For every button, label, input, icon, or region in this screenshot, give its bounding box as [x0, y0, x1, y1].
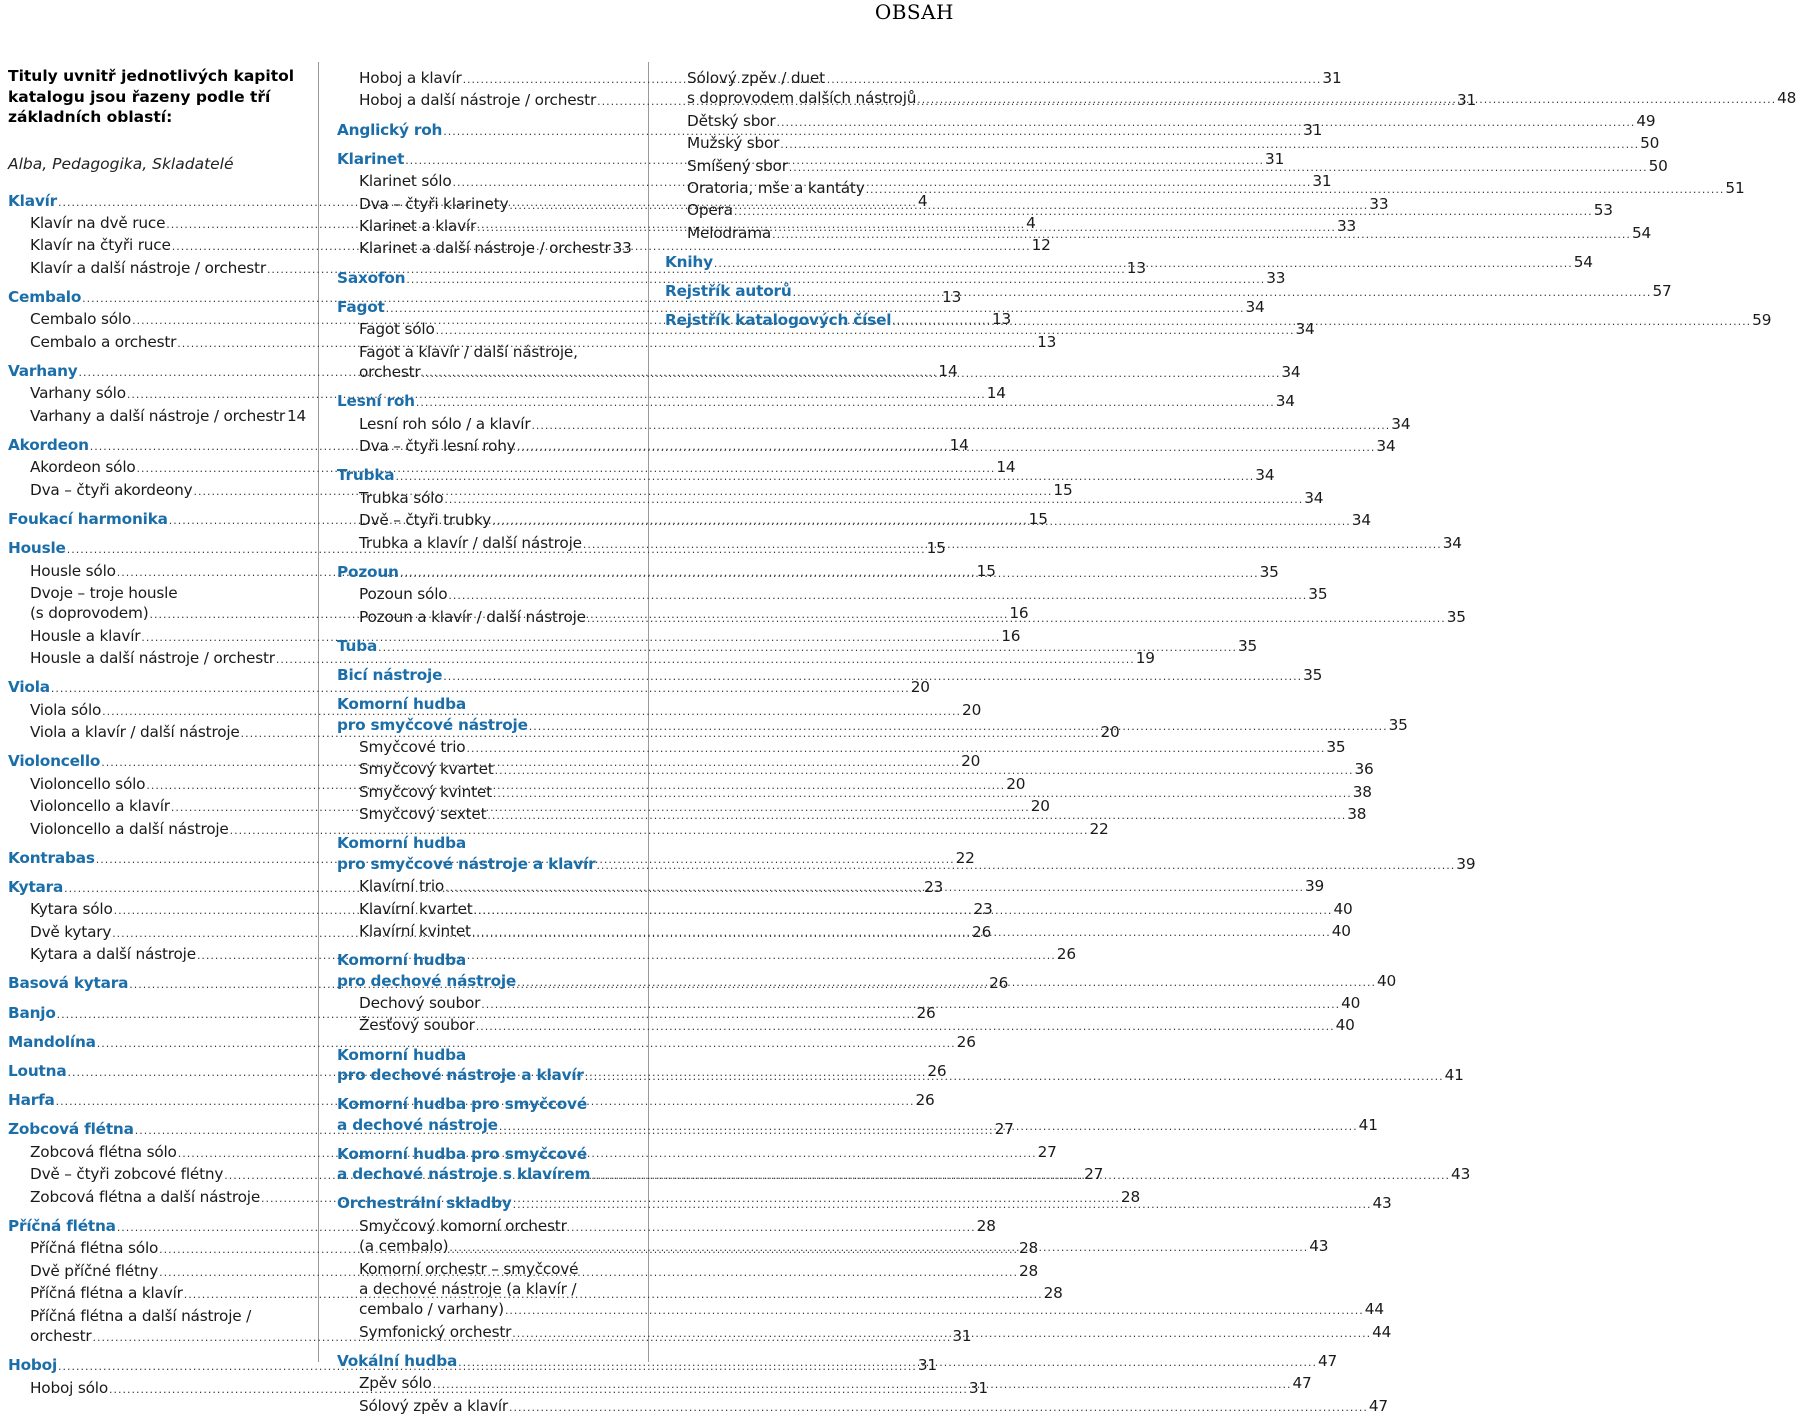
toc-subentry[interactable] — [337, 1015, 1355, 1037]
toc-entry-title: Dvě – čtyři zobcové flétny — [30, 1165, 224, 1184]
page-number: 23 — [973, 900, 993, 919]
toc-entry[interactable] — [8, 1032, 976, 1054]
toc-entry-title: Hoboj a další nástroje / orchestr — [359, 91, 597, 110]
dot-leader — [591, 1164, 1450, 1186]
toc-entry-title: Anglický roh — [337, 120, 443, 139]
toc-entry-title: Klarinet — [337, 149, 405, 168]
page-number: 31 — [968, 1378, 988, 1397]
page-number: 28 — [1018, 1261, 1039, 1280]
toc-entry-title: Sólový zpěv a klavír — [359, 1396, 509, 1415]
toc-entry-label: Komorní hudba — [337, 695, 466, 714]
toc-entry[interactable] — [337, 297, 1265, 319]
toc-subentry[interactable] — [8, 406, 307, 428]
toc-entry-title: pro smyčcové nástroje a klavír — [337, 854, 596, 873]
toc-subentry[interactable] — [337, 238, 632, 260]
page-number: 20 — [910, 678, 930, 697]
toc-entry-title: Klavír — [8, 191, 57, 210]
page-number: 26 — [927, 1062, 947, 1081]
toc-entry-title: Housle sólo — [30, 561, 116, 580]
page-number: 31 — [1265, 149, 1285, 168]
toc-subentry[interactable] — [665, 133, 1660, 155]
toc-entry-title: Dva – čtyři akordeony — [30, 480, 193, 499]
page-number: 13 — [1037, 332, 1057, 351]
toc-entry-title: Housle a další nástroje / orchestr — [30, 649, 275, 668]
toc-entry-title: Loutna — [8, 1062, 67, 1081]
toc-entry-title: Klavírní trio — [359, 877, 445, 896]
toc-entry-title: a dechové nástroje — [337, 1115, 498, 1134]
toc-entry-title: Varhany — [8, 361, 78, 380]
dot-leader — [596, 854, 1455, 876]
toc-entry-label: Příčná flétna a další nástroje / — [30, 1306, 252, 1325]
dot-leader — [474, 899, 1333, 921]
dot-leader — [512, 1322, 1371, 1344]
page-number: 16 — [1009, 604, 1029, 623]
page-number: 47 — [1317, 1352, 1338, 1371]
toc-entry-title: orchestr — [359, 363, 421, 382]
page-number: 16 — [1001, 626, 1021, 645]
page-number: 57 — [1652, 282, 1672, 301]
toc-entry-label: Sólový zpěv / duet — [687, 69, 825, 87]
dot-leader — [734, 200, 1593, 222]
toc-entry-title: Klavír na čtyři ruce — [30, 236, 171, 255]
toc-entry-title: Smyčcový kvartet — [359, 760, 494, 779]
toc-entry-title: Příčná flétna a klavír — [30, 1284, 183, 1303]
toc-entry-title: Opera — [687, 201, 733, 220]
intro-text: Tituly uvnitř jednotlivých kapitol katalogu jsou řazeny podle tří základních oblastí: — [8, 67, 295, 126]
toc-entry-title: (a cembalo) — [359, 1237, 449, 1256]
page-number: 19 — [1135, 649, 1155, 668]
page-number: 35 — [1308, 585, 1328, 604]
toc-entry-title: Mužský sbor — [687, 134, 780, 153]
page-number: 40 — [1341, 994, 1361, 1012]
toc-entry-title: Varhany sólo — [30, 384, 126, 403]
toc-entry-title: Violoncello a klavír — [30, 797, 170, 816]
toc-entry-label: Komorní hudba — [337, 1045, 466, 1064]
page-number: 34 — [1376, 437, 1396, 456]
toc-entry-title: Smíšený sbor — [687, 156, 788, 175]
page-number: 41 — [1358, 1115, 1378, 1134]
page-number: 13 — [991, 310, 1012, 329]
toc-entry-title: Foukací harmonika — [8, 509, 168, 528]
dot-leader — [866, 178, 1725, 200]
dot-leader — [416, 391, 1275, 413]
page-number: 15 — [976, 561, 996, 580]
page-number: 28 — [1043, 1284, 1063, 1303]
toc-entry-title: orchestr — [30, 1326, 92, 1345]
toc-entry-title: Knihy — [665, 253, 713, 272]
dot-leader — [517, 971, 1376, 993]
toc-entry-title: Dvě – čtyři trubky — [359, 511, 491, 530]
toc-entry-title: Banjo — [8, 1003, 56, 1022]
dot-leader — [443, 665, 1302, 687]
toc-entry-title: Klarinet a další nástroje / orchestr — [359, 239, 611, 258]
toc-entry-title: Dva – čtyři klarinety — [359, 194, 509, 213]
toc-entry-title: Cembalo sólo — [30, 310, 132, 329]
toc-entry-title: Dvě příčné flétny — [30, 1261, 159, 1280]
page-number: 39 — [1304, 877, 1325, 896]
toc-entry-title: Pozoun — [337, 562, 399, 581]
toc-entry-title: Dětský sbor — [687, 111, 776, 130]
page-number: 49 — [1636, 111, 1656, 130]
toc-entry-title: Trubka — [337, 466, 395, 485]
toc-entry-title: Housle — [8, 539, 66, 558]
toc-entry-title: Rejstřík autorů — [665, 282, 792, 301]
dot-leader — [587, 607, 1446, 629]
toc-entry-title: Kytara sólo — [30, 900, 113, 919]
toc-entry-title: Zobcová flétna — [8, 1120, 134, 1139]
page-number: 35 — [1326, 737, 1346, 756]
page-number: 50 — [1648, 156, 1668, 175]
toc-entry-title: Klarinet a klavír — [359, 217, 477, 236]
dot-leader — [458, 1351, 1317, 1373]
toc-subentry[interactable] — [337, 1396, 1388, 1418]
toc-entry-title: s doprovodem dalších nástrojů — [687, 89, 917, 108]
toc-entry-title: (s doprovodem) — [30, 604, 149, 623]
toc-entry-title: Zobcová flétna sólo — [30, 1142, 177, 1161]
page-number: 51 — [1725, 179, 1745, 198]
page-number: 31 — [1456, 91, 1477, 110]
page-number: 34 — [1295, 320, 1315, 339]
dot-leader — [517, 436, 1376, 458]
page-number: 40 — [1335, 1016, 1355, 1035]
page-number: 43 — [1372, 1194, 1392, 1213]
toc-subentry[interactable] — [8, 819, 1109, 841]
page-number: 34 — [1442, 533, 1462, 552]
toc-entry-title: a dechové nástroje s klavírem — [337, 1165, 591, 1184]
page-number: 47 — [1292, 1374, 1312, 1393]
dot-leader — [509, 1396, 1368, 1418]
page-number: 33 — [1336, 217, 1357, 236]
page-number: 34 — [1275, 392, 1295, 411]
page-number: 26 — [972, 922, 992, 941]
page-number: 22 — [955, 848, 975, 867]
dot-leader — [529, 715, 1388, 737]
toc-entry-title: Violoncello a další nástroje — [30, 819, 229, 838]
page-number: 54 — [1573, 253, 1593, 272]
dot-leader — [487, 804, 1346, 826]
toc-entry-title: Violoncello — [8, 752, 101, 771]
page-number: 34 — [1245, 297, 1265, 316]
toc-subentry[interactable] — [337, 1299, 1384, 1321]
toc-entry-title: Dva – čtyři lesní rohy — [359, 437, 516, 456]
dot-leader — [493, 782, 1352, 804]
toc-subentry[interactable] — [337, 584, 1328, 606]
toc-entry-title: Dechový soubor — [359, 994, 481, 1012]
toc-entry[interactable] — [8, 677, 930, 699]
page-number: 26 — [989, 974, 1009, 993]
toc-entry-title: Smyčcový sextet — [359, 805, 487, 824]
dot-leader — [585, 1065, 1444, 1087]
page-number: 33 — [1266, 268, 1286, 287]
toc-entry-label: Komorní hudba — [337, 834, 466, 853]
page-number: 14 — [949, 435, 969, 454]
page-number: 31 — [1322, 69, 1342, 87]
toc-entry-title: Příčná flétna sólo — [30, 1239, 159, 1258]
page-number: 34 — [1391, 414, 1411, 433]
toc-entry-title: Klavírní kvartet — [359, 899, 473, 918]
page-number: 40 — [1331, 921, 1351, 940]
dot-leader — [378, 636, 1237, 658]
page-number: 20 — [1006, 774, 1026, 793]
toc-entry-title: Zpěv sólo — [359, 1374, 432, 1393]
toc-entry-title: Hoboj — [8, 1356, 58, 1375]
toc-entry[interactable] — [337, 665, 1323, 687]
page-number: 31 — [917, 1356, 937, 1375]
toc-entry-title: Klavírní kvintet — [359, 921, 471, 940]
page-number: 48 — [1777, 89, 1796, 108]
toc-entry-title: Oratoria, mše a kantáty — [687, 179, 865, 198]
dot-leader — [472, 921, 1331, 943]
toc-entry-title: Kytara a další nástroje — [30, 945, 196, 964]
toc-entry-title: Smyčcový kvintet — [359, 782, 492, 801]
dot-leader — [583, 533, 1442, 555]
toc-entry-title: Viola a klavír / další nástroje — [30, 723, 240, 742]
page-number: 23 — [924, 878, 944, 897]
intro-subtitle: Alba, Pedagogika, Skladatelé — [8, 154, 234, 173]
toc-entry-title: Symfonický orchestr — [359, 1322, 512, 1341]
toc-entry-title: Trubka a klavír / další nástroje — [359, 533, 582, 552]
page-number: 39 — [1456, 854, 1476, 873]
toc-entry-title: Trubka sólo — [359, 488, 444, 507]
dot-leader — [714, 252, 1573, 274]
page-number: 47 — [1368, 1396, 1388, 1415]
toc-entry-title: Fagot sólo — [359, 320, 435, 339]
dot-leader — [777, 111, 1636, 133]
page-number: 36 — [1354, 760, 1374, 779]
page-number: 12 — [1031, 236, 1051, 255]
toc-entry-label: Komorní hudba pro smyčcové — [337, 1144, 588, 1163]
dot-leader — [789, 156, 1648, 178]
page-number: 28 — [1120, 1187, 1140, 1206]
page-number: 27 — [994, 1120, 1014, 1139]
page-number: 33 — [1369, 194, 1389, 213]
toc-entry-title: Basová kytara — [8, 974, 129, 993]
page-number: 59 — [1752, 311, 1772, 330]
toc-entry-title: pro dechové nástroje — [337, 971, 517, 990]
toc-entry-title: Žesťový soubor — [359, 1016, 475, 1035]
toc-entry-title: Cembalo a orchestr — [30, 332, 177, 351]
toc-entry-title: Klarinet sólo — [359, 172, 452, 191]
dot-leader — [445, 876, 1304, 898]
page-number: 15 — [1028, 509, 1048, 528]
toc-entry-title: Příčná flétna — [8, 1216, 116, 1235]
toc-entry-title: Akordeon sólo — [30, 458, 136, 477]
dot-leader — [917, 88, 1776, 110]
page-number: 34 — [1351, 511, 1371, 530]
toc-entry[interactable] — [337, 268, 1286, 290]
page-number: 53 — [1593, 201, 1613, 220]
toc-entry-title: Orchestrální skladby — [337, 1194, 512, 1213]
page-number: 14 — [938, 361, 958, 380]
toc-entry-title: Kontrabas — [8, 848, 95, 867]
page-number: 26 — [1056, 945, 1076, 964]
page-number: 41 — [1444, 1066, 1464, 1085]
page-number: 26 — [956, 1032, 976, 1051]
page-number: 31 — [952, 1326, 972, 1345]
page-number: 38 — [1352, 782, 1372, 801]
dot-leader — [466, 737, 1325, 759]
page-number: 22 — [1089, 819, 1109, 838]
dot-leader — [481, 993, 1340, 1015]
page-number: 35 — [1303, 665, 1323, 684]
page-number: 34 — [1281, 363, 1301, 382]
page-number: 33 — [612, 239, 632, 258]
toc-entry-title: Pozoun a klavír / další nástroje — [359, 607, 586, 626]
toc-entry-title: Zobcová flétna a další nástroje — [30, 1187, 261, 1206]
toc-entry-title: Violoncello sólo — [30, 774, 146, 793]
toc-entry-title: cembalo / varhany) — [359, 1300, 504, 1319]
page-number: 35 — [1237, 636, 1258, 655]
page-number: 43 — [1309, 1237, 1329, 1256]
dot-leader — [492, 510, 1351, 532]
page-number: 14 — [996, 458, 1016, 477]
page-number: 28 — [976, 1216, 996, 1235]
page-number: 15 — [1053, 480, 1073, 499]
page-number: 15 — [926, 539, 946, 558]
toc-entry-title: Mandolína — [8, 1032, 96, 1051]
toc-entry-title: pro smyčcové nástroje — [337, 715, 528, 734]
toc-subentry[interactable] — [337, 737, 1346, 759]
toc-entry-title: Harfa — [8, 1091, 55, 1110]
page-number: 38 — [1347, 805, 1367, 824]
page-title: OBSAH — [874, 0, 954, 24]
toc-entry-title: Viola sólo — [30, 700, 102, 719]
page-number: 14 — [986, 384, 1006, 403]
dot-leader — [892, 310, 1751, 332]
toc-entry-title: Lesní roh sólo / a klavír — [359, 414, 531, 433]
toc-entry-title: Akordeon — [8, 435, 89, 454]
dot-leader — [400, 562, 1259, 584]
page-number: 20 — [1100, 723, 1120, 742]
toc-entry-title: Fagot — [337, 297, 385, 316]
dot-leader — [448, 584, 1307, 606]
page-number: 35 — [1388, 715, 1408, 734]
dot-leader — [513, 1193, 1372, 1215]
page-number: 43 — [1451, 1165, 1471, 1184]
page-number: 35 — [1446, 607, 1466, 626]
dot-leader — [531, 414, 1390, 436]
page-number: 27 — [1037, 1142, 1057, 1161]
page-number: 26 — [916, 1003, 936, 1022]
dot-leader — [449, 1236, 1308, 1258]
dot-leader — [499, 1115, 1358, 1137]
toc-entry-title: Varhany a další nástroje / orchestr — [30, 406, 285, 425]
dot-leader — [476, 1015, 1335, 1037]
dot-leader — [422, 362, 1281, 384]
dot-leader — [780, 133, 1639, 155]
page-number: 4 — [1026, 213, 1036, 232]
toc-entry-title: Dvě kytary — [30, 922, 112, 941]
page-number: 13 — [942, 287, 962, 306]
toc-entry[interactable] — [665, 281, 1672, 303]
toc-entry-title: Saxofon — [337, 268, 406, 287]
page-number: 20 — [962, 700, 982, 719]
toc-subentry[interactable] — [8, 648, 1155, 670]
toc-subentry[interactable] — [337, 414, 1411, 436]
page-number: 26 — [915, 1091, 935, 1110]
page-number: 20 — [1030, 797, 1050, 816]
dot-leader — [505, 1299, 1364, 1321]
toc-entry-label: Fagot a klavír / další nástroje, — [359, 342, 578, 361]
page-number: 20 — [961, 752, 981, 771]
page-number: 31 — [1303, 120, 1323, 139]
page-number: 54 — [1631, 223, 1652, 242]
toc-entry-title: Housle a klavír — [30, 626, 141, 645]
page-number: 31 — [1312, 172, 1332, 191]
page-number: 44 — [1372, 1322, 1392, 1341]
toc-entry-title: Klavír na dvě ruce — [30, 213, 166, 232]
toc-entry-label: Smyčcový komorní orchestr — [359, 1216, 567, 1235]
page-number: 34 — [1304, 488, 1324, 507]
page-number: 40 — [1333, 899, 1353, 918]
page-number: 4 — [917, 191, 928, 210]
toc-entry-label: a dechové nástroje (a klavír / — [359, 1280, 577, 1299]
page-number: 27 — [1084, 1165, 1104, 1184]
toc-entry-title: Smyčcové trio — [359, 737, 466, 756]
dot-leader — [444, 488, 1303, 510]
toc-entry-title: Klavír a další nástroje / orchestr — [30, 258, 266, 277]
toc-entry-title: Hoboj a klavír — [359, 69, 462, 87]
toc-entry-title: Tuba — [337, 636, 378, 655]
toc-entry-title: Bicí nástroje — [337, 665, 443, 684]
page-number: 35 — [1259, 562, 1279, 581]
dot-leader — [395, 465, 1254, 487]
toc-entry-title: Viola — [8, 678, 50, 697]
page-number: 34 — [1255, 466, 1275, 485]
page-number: 44 — [1364, 1300, 1384, 1319]
toc-entry-title: Lesní roh — [337, 392, 415, 411]
page-number: 28 — [1019, 1239, 1039, 1258]
toc-entry-title: Melodrama — [687, 223, 772, 242]
page-number: 40 — [1376, 971, 1397, 990]
page-number: 13 — [1126, 258, 1146, 277]
page-number: 14 — [286, 406, 307, 425]
dot-leader — [772, 223, 1631, 245]
toc-entry-label: Komorní orchestr – smyčcové — [359, 1259, 579, 1278]
toc-entry-title: Pozoun sólo — [359, 585, 448, 604]
toc-entry[interactable] — [337, 636, 1258, 658]
dot-leader — [433, 1373, 1292, 1395]
toc-entry-label: Komorní hudba pro smyčcové — [337, 1095, 588, 1114]
toc-entry-title: Kytara — [8, 878, 64, 897]
toc-entry-title: Rejstřík katalogových čísel — [665, 311, 892, 330]
toc-entry-label: Komorní hudba — [337, 951, 466, 970]
dot-leader — [793, 281, 1652, 303]
toc-entry-label: Dvoje – troje housle — [30, 583, 178, 602]
toc-entry-title: Cembalo — [8, 287, 82, 306]
dot-leader — [495, 759, 1354, 781]
toc-entry-title: Hoboj sólo — [30, 1378, 108, 1397]
page-number: 50 — [1640, 134, 1660, 153]
toc-entry-title: Vokální hudba — [337, 1352, 458, 1371]
toc-entry-title: pro dechové nástroje a klavír — [337, 1066, 584, 1085]
